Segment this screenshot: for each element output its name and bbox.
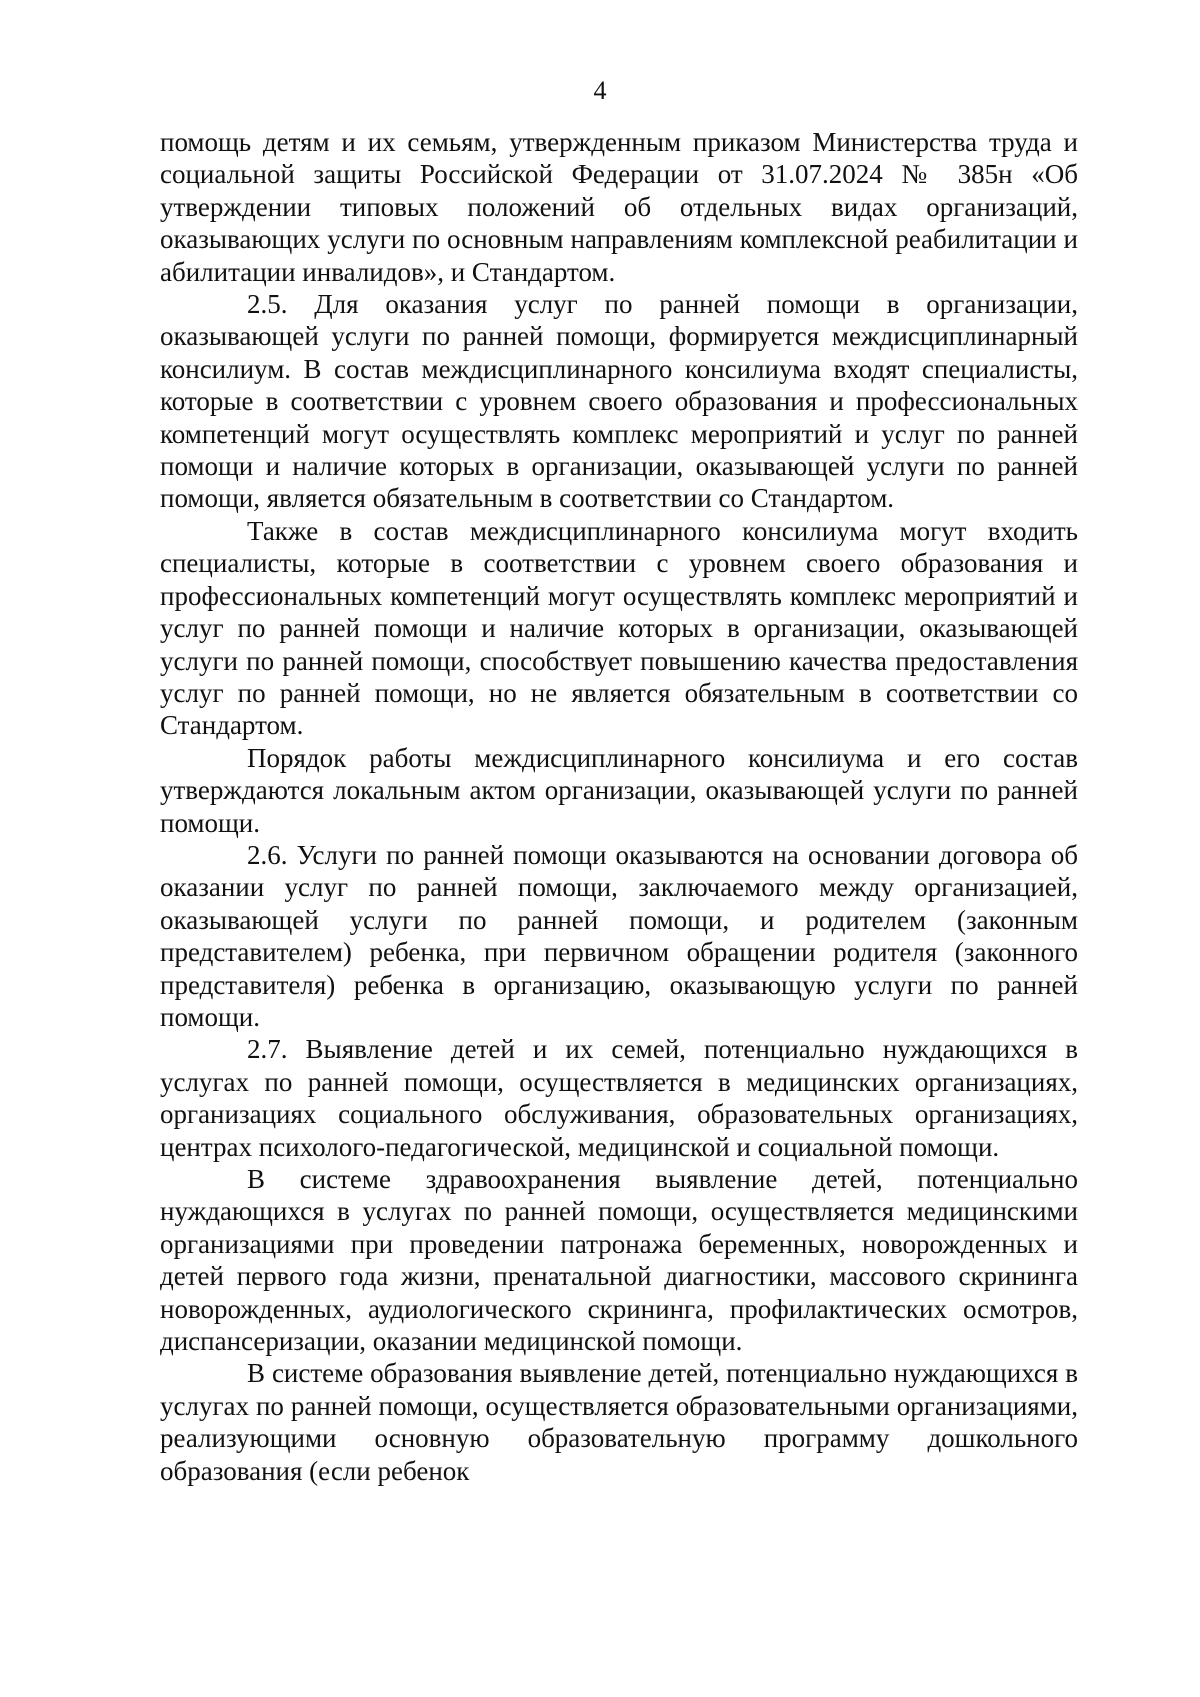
paragraph-education-system: В системе образования выявление детей, потенциально нуждающихся в услугах по ранней помощи, осуществляется образовательными организациями, реализующими основную образовательную программу дошкольного образования (если ребенок — [160, 1358, 1078, 1486]
paragraph-2-5: 2.5. Для оказания услуг по ранней помощи в организации, оказывающей услуги по ранней помощи, формируется междисциплинарный консилиум. В состав междисциплинарного консилиума входят специалисты, которые в соответствии с уровнем своего образования и профессиональных компетенций могут осуществлять комплекс мероприятий и услуг по ранней помощи и наличие которых в организации, оказывающей услуги по ранней помощи, является обязательным в соответствии со Стандартом. — [160, 289, 1078, 514]
paragraph-consilium-optional: Также в состав междисциплинарного консилиума могут входить специалисты, которые в соответствии с уровнем своего образования и профессиональных компетенций могут осуществлять комплекс мероприятий и услуг по ранней помощи и наличие которых в организации, оказывающей услуги по ранней помощи, способствует повышению качества предоставления услуг по ранней помощи, но не является обязательным в соответствии со Стандартом. — [160, 515, 1078, 741]
paragraph-healthcare-system: В системе здравоохранения выявление детей, потенциально нуждающихся в услугах по ранней помощи, осуществляется медицинскими организациями при проведении патронажа беременных, новорожденных и детей первого года жизни, пренатальной диагностики, массового скрининга новорожденных, аудиологического скрининга, профилактических осмотров, диспансеризации, оказании медицинской помощи. — [160, 1164, 1078, 1357]
document-body — [160, 126, 1078, 1487]
paragraph-2-7: 2.7. Выявление детей и их семей, потенциально нуждающихся в услугах по ранней помощи, осуществляется в медицинских организациях, организациях социального обслуживания, образовательных организациях, центрах психолого-педагогической, медицинской и социальной помощи. — [160, 1034, 1078, 1162]
paragraph-2-6: 2.6. Услуги по ранней помощи оказываются на основании договора об оказании услуг по ранней помощи, заключаемого между организацией, оказывающей услуги по ранней помощи, и родителем (законным представителем) ребенка, при первичном обращении родителя (законного представителя) ребенка в организацию, оказывающую услуги по ранней помощи. — [160, 839, 1078, 1032]
page-number: 4 — [593, 76, 607, 105]
paragraph-continuation: помощь детям и их семьям, утвержденным приказом Министерства труда и социальной защиты Российской Федерации от 31.07.2024 № 385н «Об утверждении типовых положений об отдельных видах организаций, оказывающих услуги по основным направлениям комплексной реабилитации и абилитации инвалидов», и Стандартом. — [160, 127, 1078, 287]
paragraph-consilium-procedure: Порядок работы междисциплинарного консилиума и его состав утверждаются локальным актом организации, оказывающей услуги по ранней помощи. — [160, 742, 1078, 838]
